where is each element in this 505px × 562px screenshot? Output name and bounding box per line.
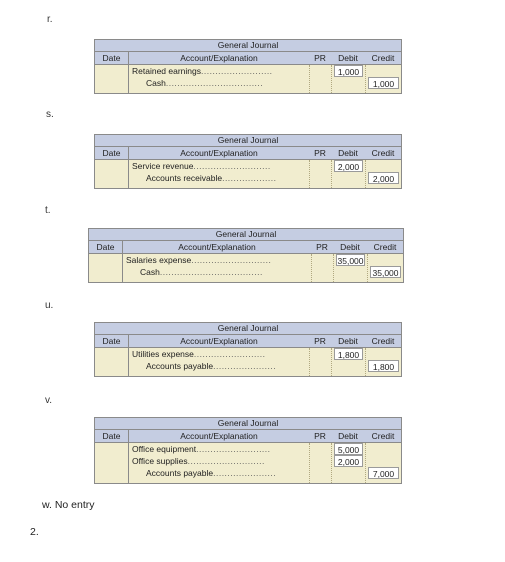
credit-amount [366, 455, 401, 467]
credit-column [365, 443, 401, 483]
header-pr: PR [314, 53, 326, 63]
general-journal-table [94, 417, 402, 484]
pr-column [309, 348, 331, 376]
header-date: Date [95, 335, 129, 347]
credit-amount [368, 254, 403, 266]
account-name: Office supplies [132, 456, 188, 466]
leader-dots: .................................... [159, 267, 263, 277]
debit-column [331, 348, 365, 376]
account-name: Cash [146, 78, 166, 88]
debit-amount [332, 467, 365, 479]
account-line [132, 77, 309, 89]
account-name: Accounts payable [146, 468, 214, 478]
date-column [95, 348, 129, 376]
credit-amount: 1,000 [368, 77, 399, 89]
account-line [132, 467, 309, 479]
entry-letter: s. [46, 109, 54, 120]
header-account: Account/Explanation [180, 431, 258, 441]
header-date: Date [95, 430, 129, 442]
account-line [132, 360, 309, 372]
header-credit: Credit [371, 53, 395, 63]
date-column [95, 65, 129, 93]
credit-amount: 2,000 [368, 172, 399, 184]
account-line [126, 254, 311, 266]
account-line [132, 348, 309, 360]
leader-dots: ................... [222, 173, 277, 183]
entry-letter: r. [47, 14, 53, 25]
journal-header-row [89, 241, 403, 254]
leader-dots: .......................... [196, 444, 271, 454]
pr-column [311, 254, 333, 282]
debit-amount: 5,000 [334, 443, 363, 455]
account-line [132, 65, 309, 77]
general-journal-table [94, 322, 402, 377]
general-journal-table [88, 228, 404, 283]
header-debit: Debit [338, 336, 358, 346]
journal-header-row [95, 52, 401, 65]
debit-column [331, 65, 365, 93]
date-column [95, 160, 129, 188]
pr-column [309, 65, 331, 93]
header-credit: Credit [371, 431, 395, 441]
header-debit: Debit [338, 431, 358, 441]
header-pr: PR [316, 242, 328, 252]
header-credit: Credit [371, 148, 395, 158]
header-date: Date [95, 147, 129, 159]
account-name: Utilities expense [132, 349, 194, 359]
header-date: Date [95, 52, 129, 64]
credit-column [365, 160, 401, 188]
account-column [129, 348, 309, 376]
account-name: Salaries expense [126, 255, 192, 265]
debit-column [331, 160, 365, 188]
leader-dots: ......................... [193, 349, 266, 359]
journal-header-row [95, 335, 401, 348]
pr-column [309, 160, 331, 188]
journal-title: General Journal [95, 323, 401, 335]
header-debit: Debit [338, 148, 358, 158]
credit-amount [366, 443, 401, 455]
leader-dots: ........................... [187, 456, 265, 466]
header-credit: Credit [371, 336, 395, 346]
credit-amount: 7,000 [368, 467, 399, 479]
leader-dots: ........................... [193, 161, 271, 171]
leader-dots: ......................... [201, 66, 273, 76]
header-account: Account/Explanation [180, 148, 258, 158]
header-pr: PR [314, 148, 326, 158]
debit-column [333, 254, 367, 282]
entry-letter: v. [45, 395, 53, 406]
date-column [95, 443, 129, 483]
credit-amount [366, 160, 401, 172]
account-name: Accounts receivable [146, 173, 223, 183]
account-line [132, 172, 309, 184]
account-column [129, 443, 309, 483]
account-name: Service revenue [132, 161, 194, 171]
credit-column [367, 254, 403, 282]
account-column [129, 65, 309, 93]
credit-column [365, 348, 401, 376]
account-name: Office equipment [132, 444, 197, 454]
journal-header-row [95, 147, 401, 160]
account-line [132, 443, 309, 455]
header-account: Account/Explanation [180, 53, 258, 63]
credit-amount [366, 348, 401, 360]
debit-amount [332, 172, 365, 184]
journal-header-row [95, 430, 401, 443]
entry-letter: t. [45, 205, 51, 216]
entry-letter: u. [45, 300, 54, 311]
journal-title: General Journal [89, 229, 403, 241]
date-column [89, 254, 123, 282]
header-account: Account/Explanation [178, 242, 256, 252]
debit-amount: 2,000 [334, 160, 363, 172]
account-column [123, 254, 311, 282]
account-line [132, 160, 309, 172]
account-name: Retained earnings [132, 66, 201, 76]
leader-dots: .................................. [165, 78, 264, 88]
account-name: Accounts payable [146, 361, 214, 371]
leader-dots: ............................ [191, 255, 272, 265]
journal-title: General Journal [95, 135, 401, 147]
header-date: Date [89, 241, 123, 253]
header-pr: PR [314, 431, 326, 441]
header-pr: PR [314, 336, 326, 346]
debit-amount: 2,000 [334, 455, 363, 467]
account-column [129, 160, 309, 188]
debit-amount [332, 77, 365, 89]
credit-amount [366, 65, 401, 77]
debit-amount: 1,800 [334, 348, 363, 360]
header-account: Account/Explanation [180, 336, 258, 346]
credit-column [365, 65, 401, 93]
credit-amount: 35,000 [370, 266, 401, 278]
leader-dots: ...................... [213, 468, 277, 478]
journal-title: General Journal [95, 40, 401, 52]
debit-amount [332, 360, 365, 372]
general-journal-table [94, 39, 402, 94]
journal-title: General Journal [95, 418, 401, 430]
header-debit: Debit [340, 242, 360, 252]
account-line [126, 266, 311, 278]
leader-dots: ...................... [213, 361, 277, 371]
debit-column [331, 443, 365, 483]
account-name: Cash [140, 267, 160, 277]
debit-amount: 35,000 [337, 256, 364, 266]
credit-amount: 1,800 [368, 360, 399, 372]
debit-amount [334, 266, 367, 278]
no-entry-note: w. No entry [42, 499, 95, 511]
general-journal-table [94, 134, 402, 189]
section-number: 2. [30, 526, 39, 538]
debit-amount: 1,000 [334, 65, 363, 77]
pr-column [309, 443, 331, 483]
header-debit: Debit [338, 53, 358, 63]
header-credit: Credit [373, 242, 397, 252]
account-line [132, 455, 309, 467]
